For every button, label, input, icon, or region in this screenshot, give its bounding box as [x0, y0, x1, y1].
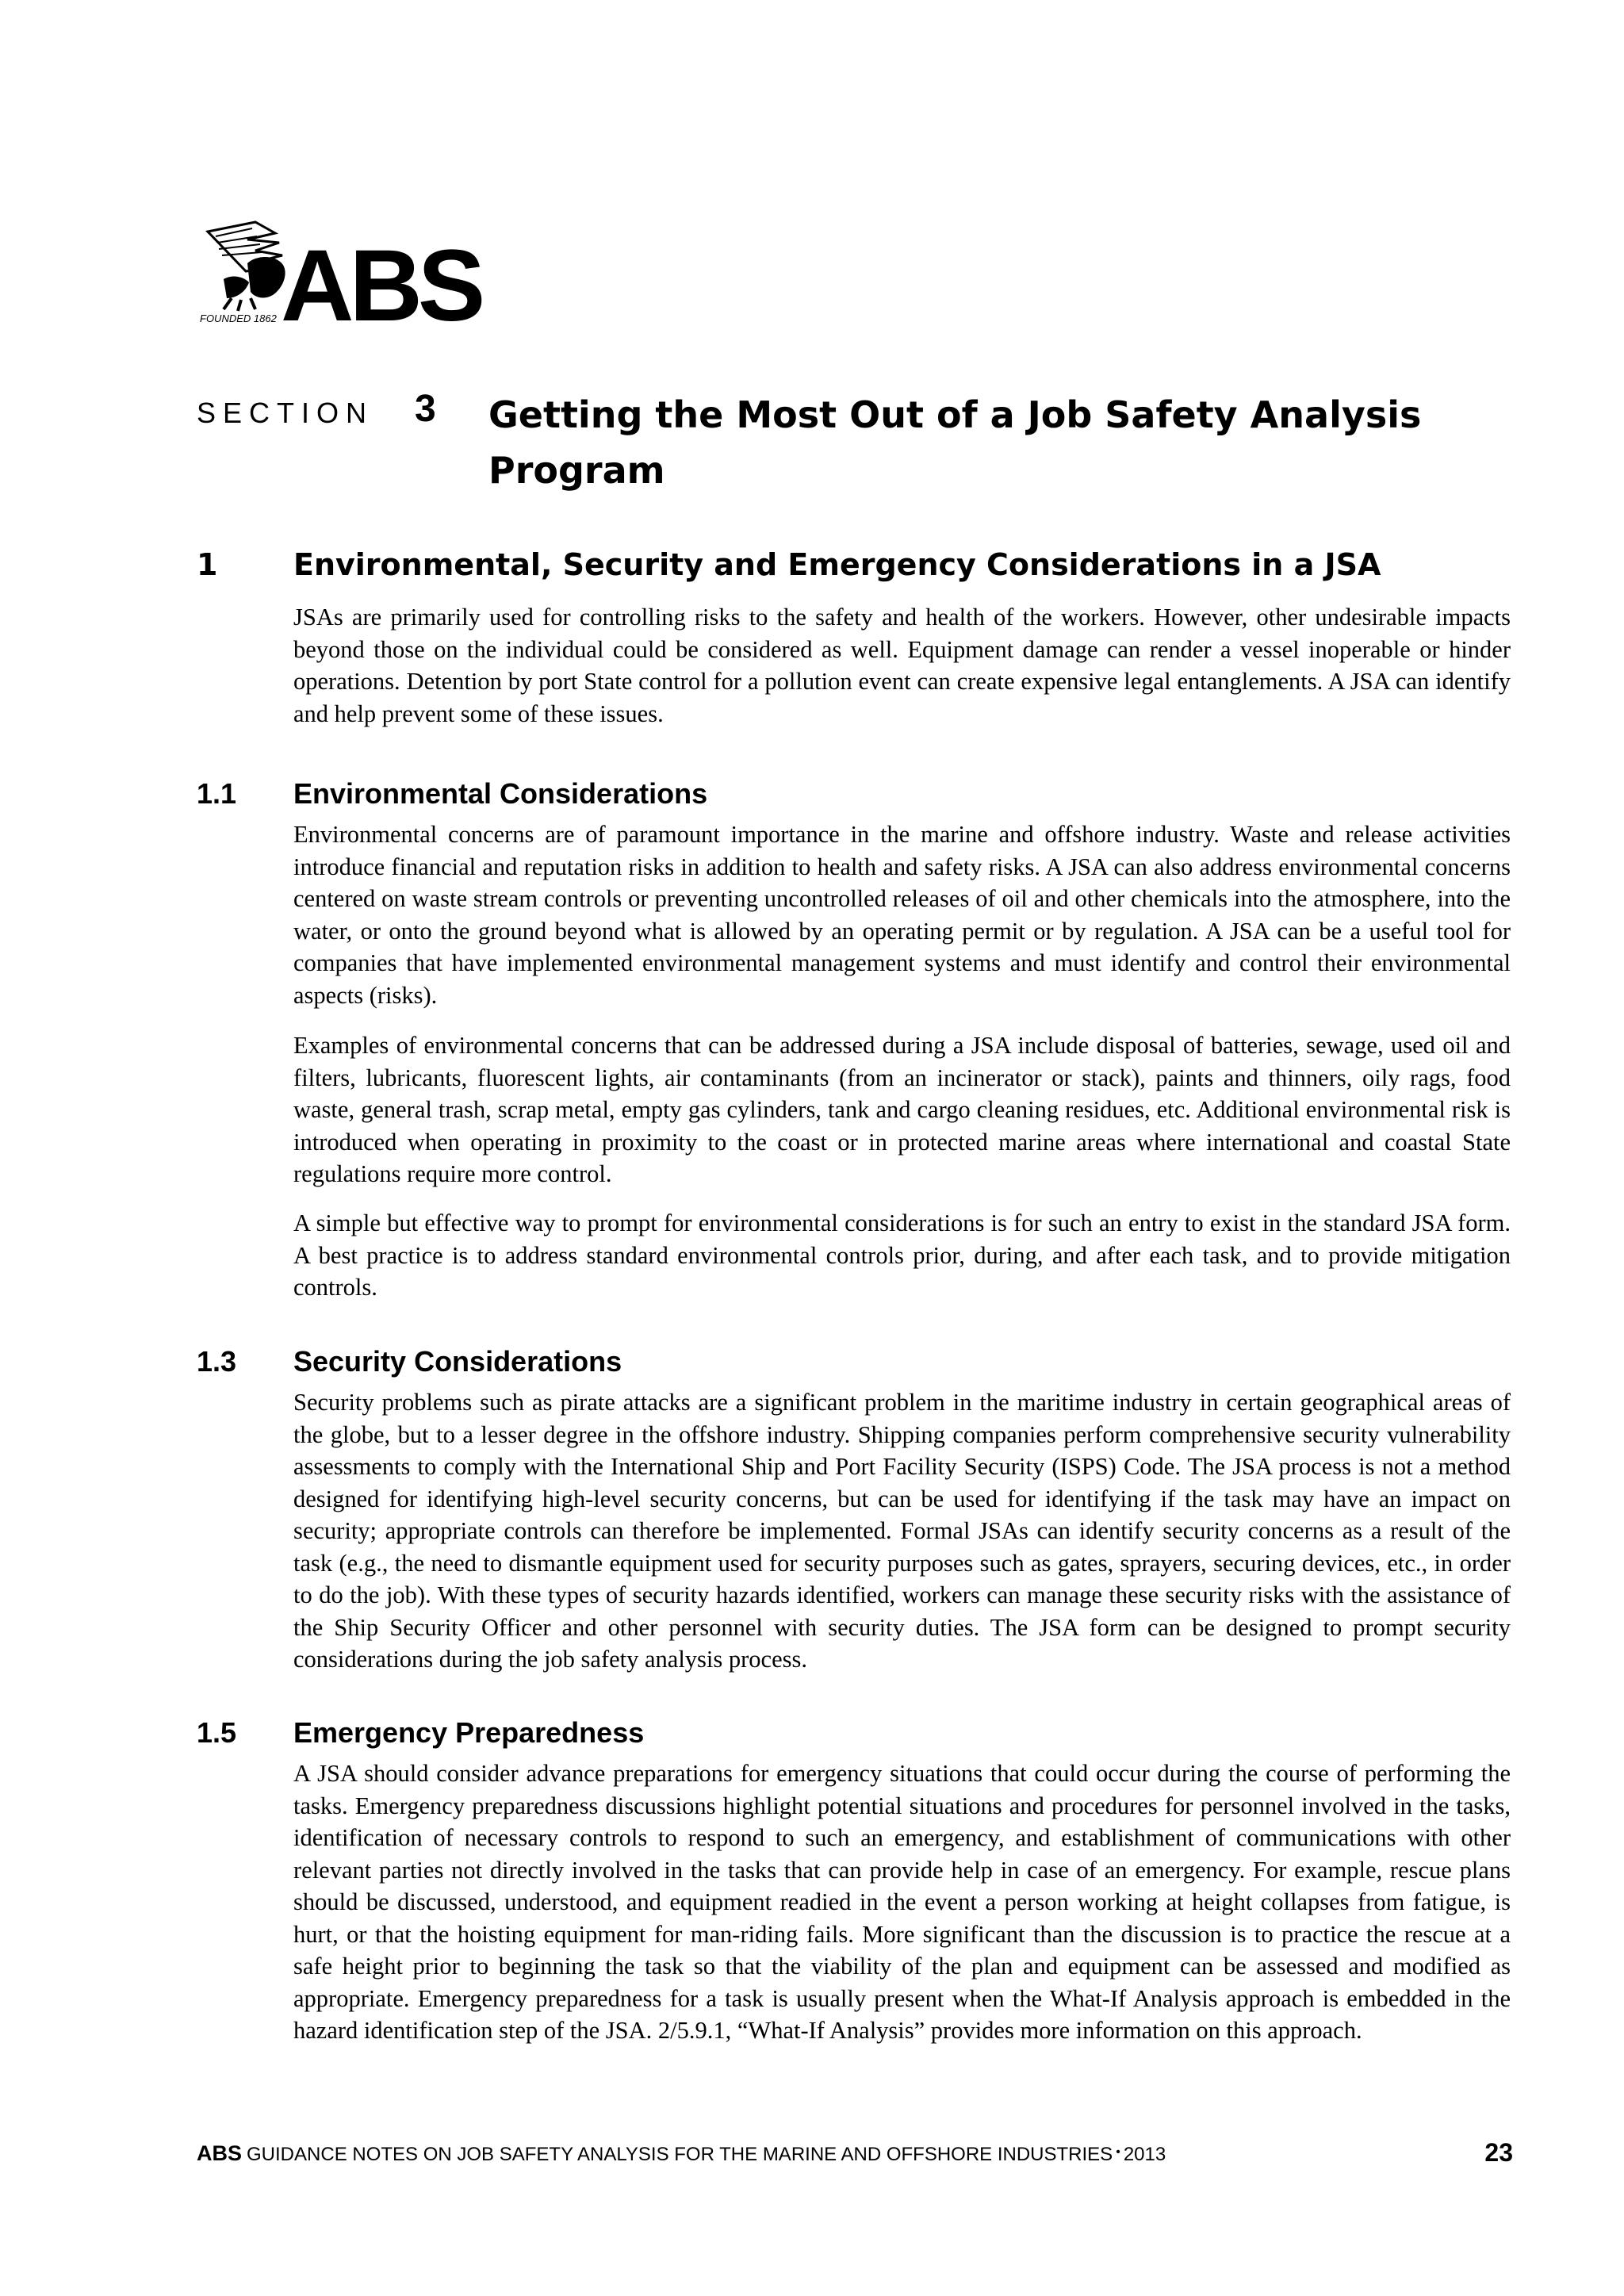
- section-number: 3: [415, 388, 436, 430]
- emergency-heading-number: 1.5: [197, 1716, 237, 1749]
- emergency-heading-title: Emergency Preparedness: [293, 1716, 645, 1749]
- env-heading-title: Environmental Considerations: [293, 777, 708, 810]
- footer-year: 2013: [1123, 2144, 1166, 2165]
- security-heading-title: Security Considerations: [293, 1345, 622, 1378]
- env-paragraph-1: Environmental concerns are of paramount importance in the marine and offshore industry. Waste and release activities introduce financial and reputation risks in addition to health and safety risks. A JSA can also address environmental concerns centered on waste stream controls or preventing uncontrolled releases of oil and other chemicals into the atmosphere, into the water, or onto the ground beyond what is allowed by an operating permit or by regulation. A JSA can be a useful tool for companies that have implemented environmental management systems and must identify and control their environmental aspects (risks).: [293, 821, 1511, 1009]
- page-number: 23: [1484, 2138, 1513, 2167]
- section-label: SECTION: [197, 397, 374, 429]
- footer-title: GUIDANCE NOTES ON JOB SAFETY ANALYSIS FOR THE MARINE AND OFFSHORE INDUSTRIES: [247, 2144, 1113, 2165]
- env-paragraph-3: A simple but effective way to prompt for environmental considerations is for such an entry to exist in the standard JSA form. A best practice is to address standard environmental controls prior, during, and after each task, and to provide mitigation controls.: [293, 1209, 1511, 1301]
- logo-text: ABS: [281, 229, 481, 327]
- section-title: Getting the Most Out of a Job Safety Analysis Program: [488, 393, 1422, 492]
- heading-1-number: 1: [197, 547, 218, 582]
- emergency-paragraph: A JSA should consider advance preparations for emergency situations that could occur during the course of performing the tasks. Emergency preparedness discussions highlight potential situations and procedures for personnel involved in the tasks, identification of necessary controls to respond to such an emergency, and establishment of communications with other relevant parties not directly involved in the tasks that can provide help in case of an emergency. For example, rescue plans should be discussed, understood, and equipment readied in the event a person working at height collapses from fatigue, is hurt, or that the hoisting equipment for man-riding fails. More significant than the discussion is to practice the rescue at a safe height prior to beginning the task so that the viability of the plan and equipment can be assessed and modified as appropriate. Emergency preparedness for a task is usually present when the What-If Analysis approach is embedded in the hazard identification step of the JSA. 2/5.9.1, “What-If Analysis” provides more information on this approach.: [293, 1760, 1511, 2044]
- logo-tagline: FOUNDED 1862: [200, 312, 277, 324]
- env-heading-number: 1.1: [197, 777, 237, 810]
- env-paragraph-2: Examples of environmental concerns that can be addressed during a JSA include disposal of batteries, sewage, used oil and filters, lubricants, fluorescent lights, air contaminants (from an incinerator or stack), paints and thinners, oily rags, food waste, general trash, scrap metal, empty gas cylinders, tank and cargo cleaning residues, etc. Additional environmental risk is introduced when operating in proximity to the coast or in protected marine areas where international and coastal State regulations require more control.: [293, 1032, 1511, 1187]
- heading-1-title: Environmental, Security and Emergency Considerations in a JSA: [293, 547, 1381, 582]
- page-footer: [197, 2138, 1513, 2176]
- footer-text: [197, 2141, 1166, 2166]
- security-paragraph: Security problems such as pirate attacks are a significant problem in the maritime industry in certain geographical areas of the globe, but to a lesser degree in the offshore industry. Shipping companies perform comprehensive security vulnerability assessments to comply with the International Ship and Port Facility Security (ISPS) Code. The JSA process is not a method designed for identifying high-level security concerns, but can be used for identifying if the task may have an impact on security; appropriate controls can therefore be implemented. Formal JSAs can identify security concerns as a result of the task (e.g., the need to dismantle equipment used for security purposes such as gates, sprayers, securing devices, etc., in order to do the job). With these types of security hazards identified, workers can manage these security risks with the assistance of the Ship Security Officer and other personnel with security duties. The JSA form can be designed to prompt security considerations during the job safety analysis process.: [293, 1389, 1511, 1673]
- security-heading-number: 1.3: [197, 1345, 237, 1378]
- abs-logo: [200, 216, 501, 327]
- footer-brand: ABS: [197, 2141, 243, 2165]
- eagle-logo-icon: [200, 216, 501, 327]
- footer-separator: •: [1116, 2145, 1120, 2159]
- heading-1-paragraph: JSAs are primarily used for controlling risks to the safety and health of the workers. However, other undesirable impacts beyond those on the individual could be considered as well. Equipment damage can render a vessel inoperable or hinder operations. Detention by port State control for a pollution event can create expensive legal entanglements. A JSA can identify and help prevent some of these issues.: [293, 604, 1511, 727]
